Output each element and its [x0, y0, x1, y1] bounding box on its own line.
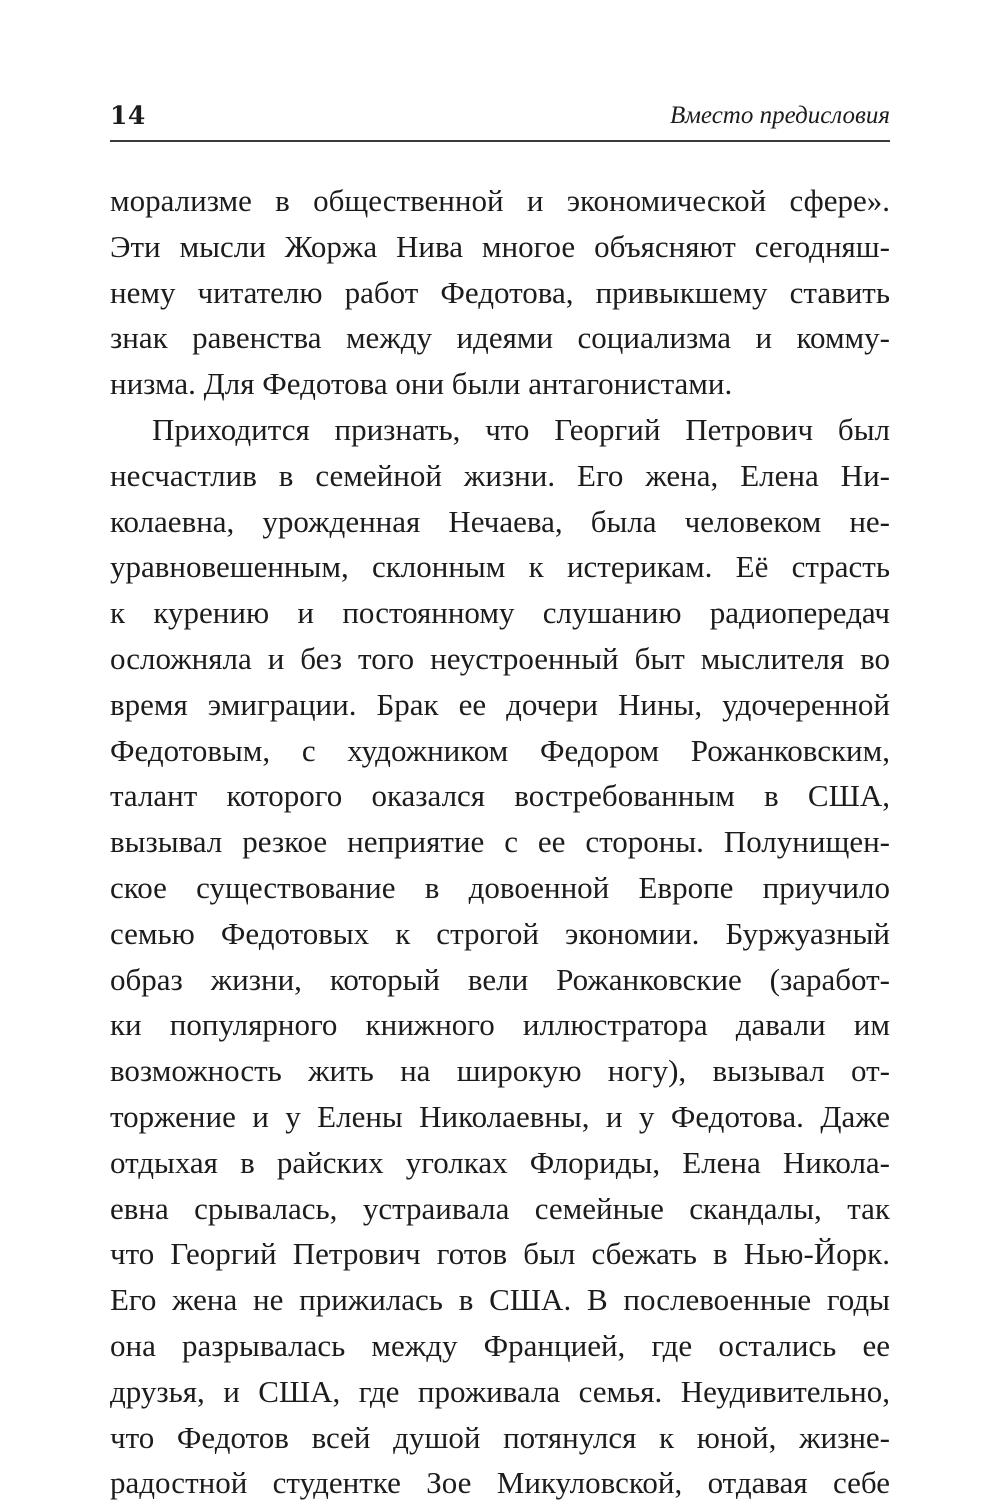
- text-line: Эти мысли Жоржа Нива многое объясняют сегодняш-: [110, 228, 890, 264]
- body-text: [110, 178, 890, 1506]
- text-line: ки популярного книжного иллюстратора давали им: [110, 1007, 890, 1043]
- text-line: ское существование в довоенной Европе приучило: [110, 869, 890, 905]
- text-line: евна срывалась, устраивала семейные скандалы, так: [110, 1190, 890, 1226]
- text-line: низма. Для Федотова они были антагонистами.: [110, 366, 733, 402]
- text-line: что Федотов всей душой потянулся к юной, жизне-: [110, 1419, 890, 1455]
- text-line: вызывал резкое неприятие с ее стороны. Полунищен-: [110, 824, 890, 860]
- text-line: Федотовым, с художником Федором Рожанковским,: [110, 732, 890, 768]
- text-line: морализме в общественной и экономической сфере».: [110, 183, 890, 218]
- text-line: Приходится признать, что Георгий Петрович был: [152, 411, 890, 447]
- text-line: знак равенства между идеями социализма и комму-: [110, 320, 890, 356]
- text-line: радостной студентке Зое Микуловской, отдавая себе: [110, 1465, 890, 1501]
- text-line: нему читателю работ Федотова, привыкшему ставить: [110, 274, 890, 310]
- text-line: несчастлив в семейной жизни. Его жена, Елена Ни-: [110, 457, 890, 493]
- text-line: друзья, и США, где проживала семья. Неудивительно,: [110, 1373, 890, 1409]
- text-line: осложняла и без того неустроенный быт мыслителя во: [110, 640, 890, 676]
- header-rule: [110, 140, 890, 142]
- text-line: что Георгий Петрович готов был сбежать в Нью-Йорк.: [110, 1236, 890, 1272]
- text-line: уравновешенным, склонным к истерикам. Её страсть: [110, 549, 890, 585]
- text-line: к курению и постоянному слушанию радиопередач: [110, 595, 890, 631]
- page-header: [110, 96, 890, 136]
- text-line: семью Федотовых к строгой экономии. Буржуазный: [110, 915, 890, 951]
- text-line: торжение и у Елены Николаевны, и у Федотова. Даже: [110, 1098, 890, 1134]
- text-line: время эмиграции. Брак ее дочери Нины, удочеренной: [110, 686, 890, 722]
- text-line: отдыхая в райских уголках Флориды, Елена Никола-: [110, 1144, 890, 1180]
- running-head: Вместо предисловия: [670, 102, 890, 129]
- text-line: образ жизни, который вели Рожанковские (заработ-: [110, 961, 890, 997]
- page-number: 14: [110, 101, 146, 130]
- text-line: она разрывалась между Францией, где остались ее: [110, 1327, 890, 1363]
- text-line: Его жена не прижилась в США. В послевоенные годы: [110, 1282, 890, 1318]
- text-line: талант которого оказался востребованным в США,: [110, 778, 890, 814]
- text-line: колаевна, урожденная Нечаева, была человеком не-: [110, 503, 890, 539]
- text-line: возможность жить на широкую ногу), вызывал от-: [110, 1053, 890, 1089]
